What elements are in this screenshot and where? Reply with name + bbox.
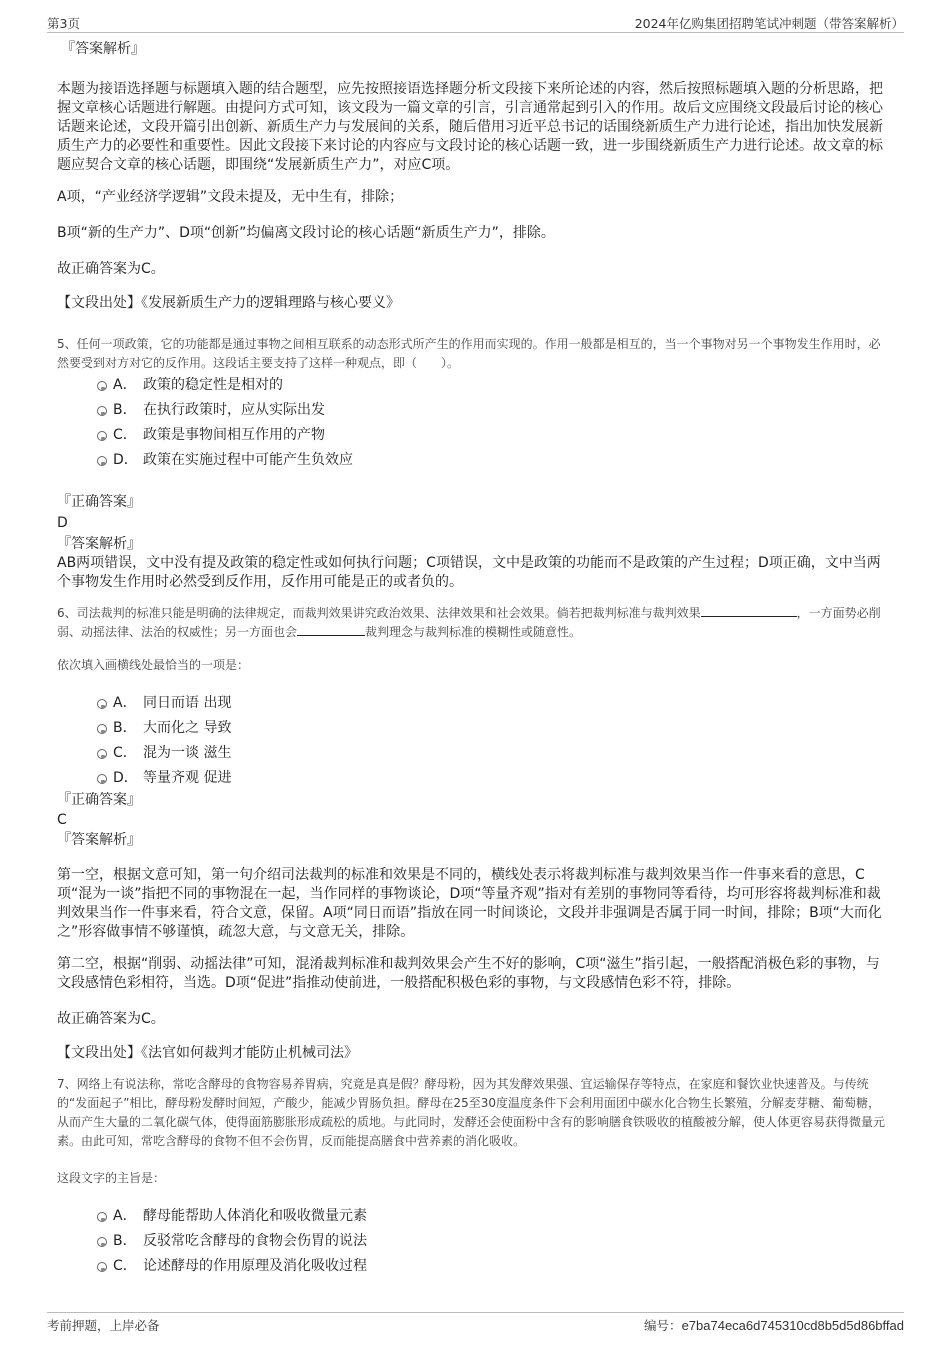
footer-slogan: 考前押题，上岸必备 — [47, 1318, 160, 1333]
radio-button[interactable] — [97, 406, 107, 416]
q4-source: 【文段出处】《发展新质生产力的逻辑理路与核心要义》 — [57, 295, 400, 311]
q5-answer: D — [57, 515, 68, 531]
q5-analysis: AB两项错误，文中没有提及政策的稳定性或如何执行问题；C项错误，文中是政策的功能而不是政策的产生过程；D项正确，文中当两个事物发生作用时必然受到反作用，反作用可能是正的或者负的。 — [57, 555, 881, 590]
q7-options — [57, 1206, 887, 1281]
q7-option-a[interactable]: A． 酵母能帮助人体消化和吸收微量元素 — [57, 1206, 887, 1231]
q6-options — [57, 693, 887, 793]
radio-button[interactable] — [97, 431, 107, 441]
q6-correct-label: 『正确答案』 — [57, 792, 141, 808]
q6-analysis-p1: 第一空，根据文意可知，第一句介绍司法裁判的标准和效果是不同的，横线处表示将裁判标准与裁判效果当作一件事来看的意思，C项“混为一谈”指把不同的事物混在一起，当作同样的事物谈论，D项“等量齐观”指对有差别的事物同等看待，均可形容将裁判标准和裁判效果当作一件事来看，符合文意，保留。A项“同日而语”指放在同一时间谈论，文段并非强调是否属于同一时间，排除；B项“大而化之”形容做事情不够谨慎，疏忽大意，与文意无关，排除。 — [57, 867, 882, 940]
q5-options — [57, 375, 887, 475]
q5-stem: 5、任何一项政策，它的功能都是通过事物之间相互联系的动态形式所产生的作用而实现的。作用一般都是相互的，当一个事物对另一个事物发生作用时，必然要受到对方对它的反作用。这段话主要支持了这样一种观点，即（ ）。 — [57, 337, 881, 370]
q6-option-d[interactable]: D． 等量齐观 促进 — [57, 768, 887, 793]
q6-analysis-label: 『答案解析』 — [57, 832, 141, 848]
blank-2 — [297, 623, 365, 636]
page-header — [47, 14, 904, 33]
q5-option-a[interactable]: A． 政策的稳定性是相对的 — [57, 375, 887, 400]
q6-stem: 6、司法裁判的标准只能是明确的法律规定，而裁判效果讲究政治效果、法律效果和社会效果。倘若把裁判标准与裁判效果 ，一方面势必削弱、动摇法律、法治的权威性；另一方面也会 裁判理念与裁判标准的模糊性或随意性。 — [57, 606, 881, 639]
q6-ask: 依次填入画横线处最恰当的一项是： — [57, 658, 250, 672]
q5-option-b[interactable]: B． 在执行政策时，应从实际出发 — [57, 400, 887, 425]
radio-button[interactable] — [97, 724, 107, 734]
q5-correct-label: 『正确答案』 — [57, 494, 141, 510]
radio-button[interactable] — [97, 774, 107, 784]
radio-button[interactable] — [97, 381, 107, 391]
q5-option-d[interactable]: D． 政策在实施过程中可能产生负效应 — [57, 450, 887, 475]
q7-option-c[interactable]: C． 论述酵母的作用原理及消化吸收过程 — [57, 1256, 887, 1281]
radio-button[interactable] — [97, 1237, 107, 1247]
radio-button[interactable] — [97, 1212, 107, 1222]
q7-ask: 这段文字的主旨是： — [57, 1171, 166, 1185]
radio-button[interactable] — [97, 699, 107, 709]
document-code: 编号：e7ba74eca6d745310cd8b5d5d86bffad — [644, 1318, 904, 1333]
q6-option-a[interactable]: A． 同日而语 出现 — [57, 693, 887, 718]
page-footer — [47, 1312, 904, 1333]
page-number: 第3页 — [47, 16, 80, 31]
document-body — [57, 40, 887, 1281]
q4-analysis-p1: 本题为接语选择题与标题填入题的结合题型，应先按照接语选择题分析文段接下来所论述的内容，然后按照标题填入题的分析思路，把握文章核心话题进行解题。由提问方式可知，该文段为一篇文章的引言，引言通常起到引入的作用。故后文应围绕文段最后讨论的核心话题来论述，文段开篇引出创新、新质生产力与发展间的关系，随后借用习近平总书记的话围绕新质生产力进行论述，指出加快发展新质生产力的必要性和重要性。因此文段接下来讨论的内容应与文段讨论的核心话题一致，进一步围绕新质生产力进行论述。故文章的标题应契合文章的核心话题，即围绕“发展新质生产力”，对应C项。 — [57, 81, 883, 173]
q5-option-c[interactable]: C． 政策是事物间相互作用的产物 — [57, 425, 887, 450]
radio-button[interactable] — [97, 1262, 107, 1272]
q4-analysis-label: 『答案解析』 — [61, 41, 145, 57]
radio-button[interactable] — [97, 749, 107, 759]
q5-analysis-label: 『答案解析』 — [57, 536, 141, 552]
q6-option-b[interactable]: B． 大而化之 导致 — [57, 718, 887, 743]
document-title: 2024年亿购集团招聘笔试冲刺题（带答案解析） — [634, 16, 904, 31]
q6-answer: C — [57, 812, 67, 828]
q7-option-b[interactable]: B． 反驳常吃含酵母的食物会伤胃的说法 — [57, 1231, 887, 1256]
radio-button[interactable] — [97, 456, 107, 466]
q6-analysis-p3: 故正确答案为C。 — [57, 1011, 165, 1027]
q4-analysis-p3: B项“新的生产力”、D项“创新”均偏离文段讨论的核心话题“新质生产力”，排除。 — [57, 225, 555, 241]
q4-analysis-p2: A项，“产业经济学逻辑”文段未提及，无中生有，排除； — [57, 189, 404, 205]
blank-1 — [701, 604, 797, 617]
q4-analysis-p4: 故正确答案为C。 — [57, 261, 165, 277]
q6-source: 【文段出处】《法官如何裁判才能防止机械司法》 — [57, 1045, 358, 1061]
q7-stem: 7、网络上有说法称，常吃含酵母的食物容易养胃病，究竟是真是假？酵母粉，因为其发酵效果强、宜运输保存等特点，在家庭和餐饮业快速普及。与传统的“发面起子”相比，酵母粉发酵时间短，产酸少，能减少胃肠负担。酵母在25至30度温度条件下会利用面团中碳水化合物生长繁殖，分解麦芽糖、葡萄糖，从而产生大量的二氧化碳气体，使得面筋膨胀形成疏松的质地。与此同时，发酵还会使面粉中含有的影响膳食铁吸收的植酸被分解，使人体更容易获得微量元素。由此可知，常吃含酵母的食物不但不会伤胃，反而能提高膳食中营养素的消化吸收。 — [57, 1077, 886, 1148]
q6-option-c[interactable]: C． 混为一谈 滋生 — [57, 743, 887, 768]
q6-analysis-p2: 第二空，根据“削弱、动摇法律”可知，混淆裁判标准和裁判效果会产生不好的影响，C项“滋生”指引起，一般搭配消极色彩的事物，与文段感情色彩相符，当选。D项“促进”指推动使前进，一般搭配积极色彩的事物，与文段感情色彩不符，排除。 — [57, 956, 880, 991]
